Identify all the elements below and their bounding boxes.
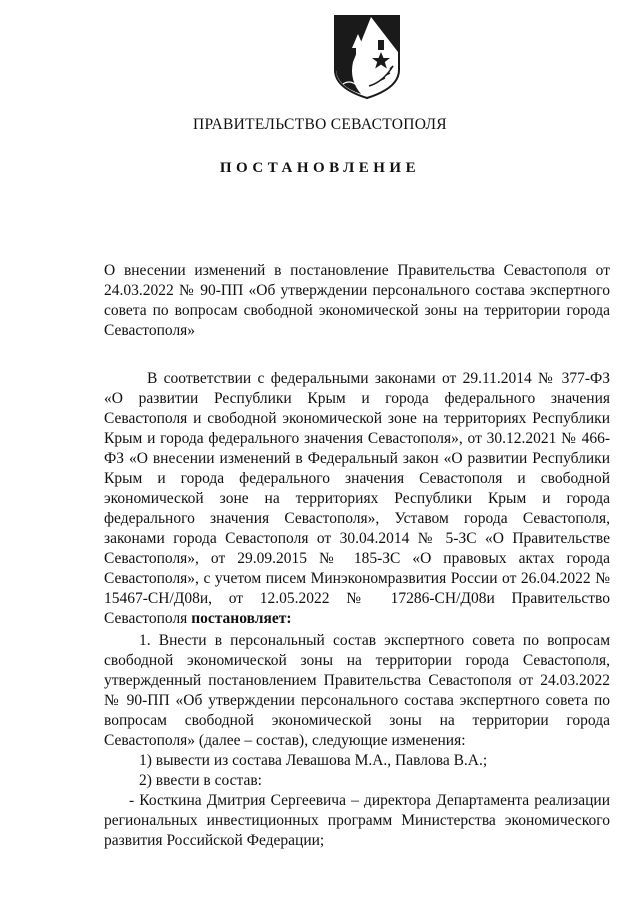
decision-word: постановляет:: [191, 610, 292, 627]
item-1-dash-1: - Косткина Дмитрия Сергеевича – директора Департамента реализации региональных инвестиционных программ Министерства экономического развития Российской Федерации;: [104, 792, 610, 849]
item-1: 1. Внести в персональный состав экспертного совета по вопросам свободной экономической зоны на территории города Севастополя, утвержденный постановлением Правительства Севастополя от 24.03.2022 № 90-ПП «Об утверждении персонального состава экспертного совета по вопросам свободной экономической зоны на территории города Севастополя» (далее – состав), следующие изменения:: [104, 632, 610, 749]
item-1-sub-2: 2) ввести в состав:: [139, 772, 262, 789]
resolution-items: [104, 631, 610, 851]
item-1-sub-1: 1) вывести из состава Левашова М.А., Павлова В.А.;: [139, 752, 488, 769]
coat-of-arms-icon: [331, 12, 403, 100]
document-subject: О внесении изменений в постановление Правительства Севастополя от 24.03.2022 № 90-ПП «Об утверждении персонального состава экспертного совета по вопросам свободной экономической зоны на территории города Севастополя»: [104, 262, 610, 339]
document-type-title: ПОСТАНОВЛЕНИЕ: [219, 160, 421, 176]
preamble-paragraph: [104, 369, 610, 629]
preamble-text: В соответствии с федеральными законами от 29.11.2014 № 377-ФЗ «О развитии Республики Крым и города федерального значения Севастополя и свободной экономической зоне на территориях Республики Крым и города федерального значения Севастополя», от 30.12.2021 № 466-ФЗ «О внесении изменений в Федеральный закон «О развитии Республики Крым и города федерального значения Севастополя и свободной экономической зоне на территориях Республики Крым и города федерального значения Севастополя», Уставом города Севастополя, законами города Севастополя от 30.04.2014 № 5-ЗС «О Правительстве Севастополя», от 29.09.2015 № 185-ЗС «О правовых актах города Севастополя», с учетом писем Минэкономразвития России от 26.04.2022 № 15467-СН/Д08и, от 12.05.2022 № 17286-СН/Д08и Правительство Севастополя: [104, 370, 610, 627]
government-name: ПРАВИТЕЛЬСТВО СЕВАСТОПОЛЯ: [193, 116, 447, 133]
